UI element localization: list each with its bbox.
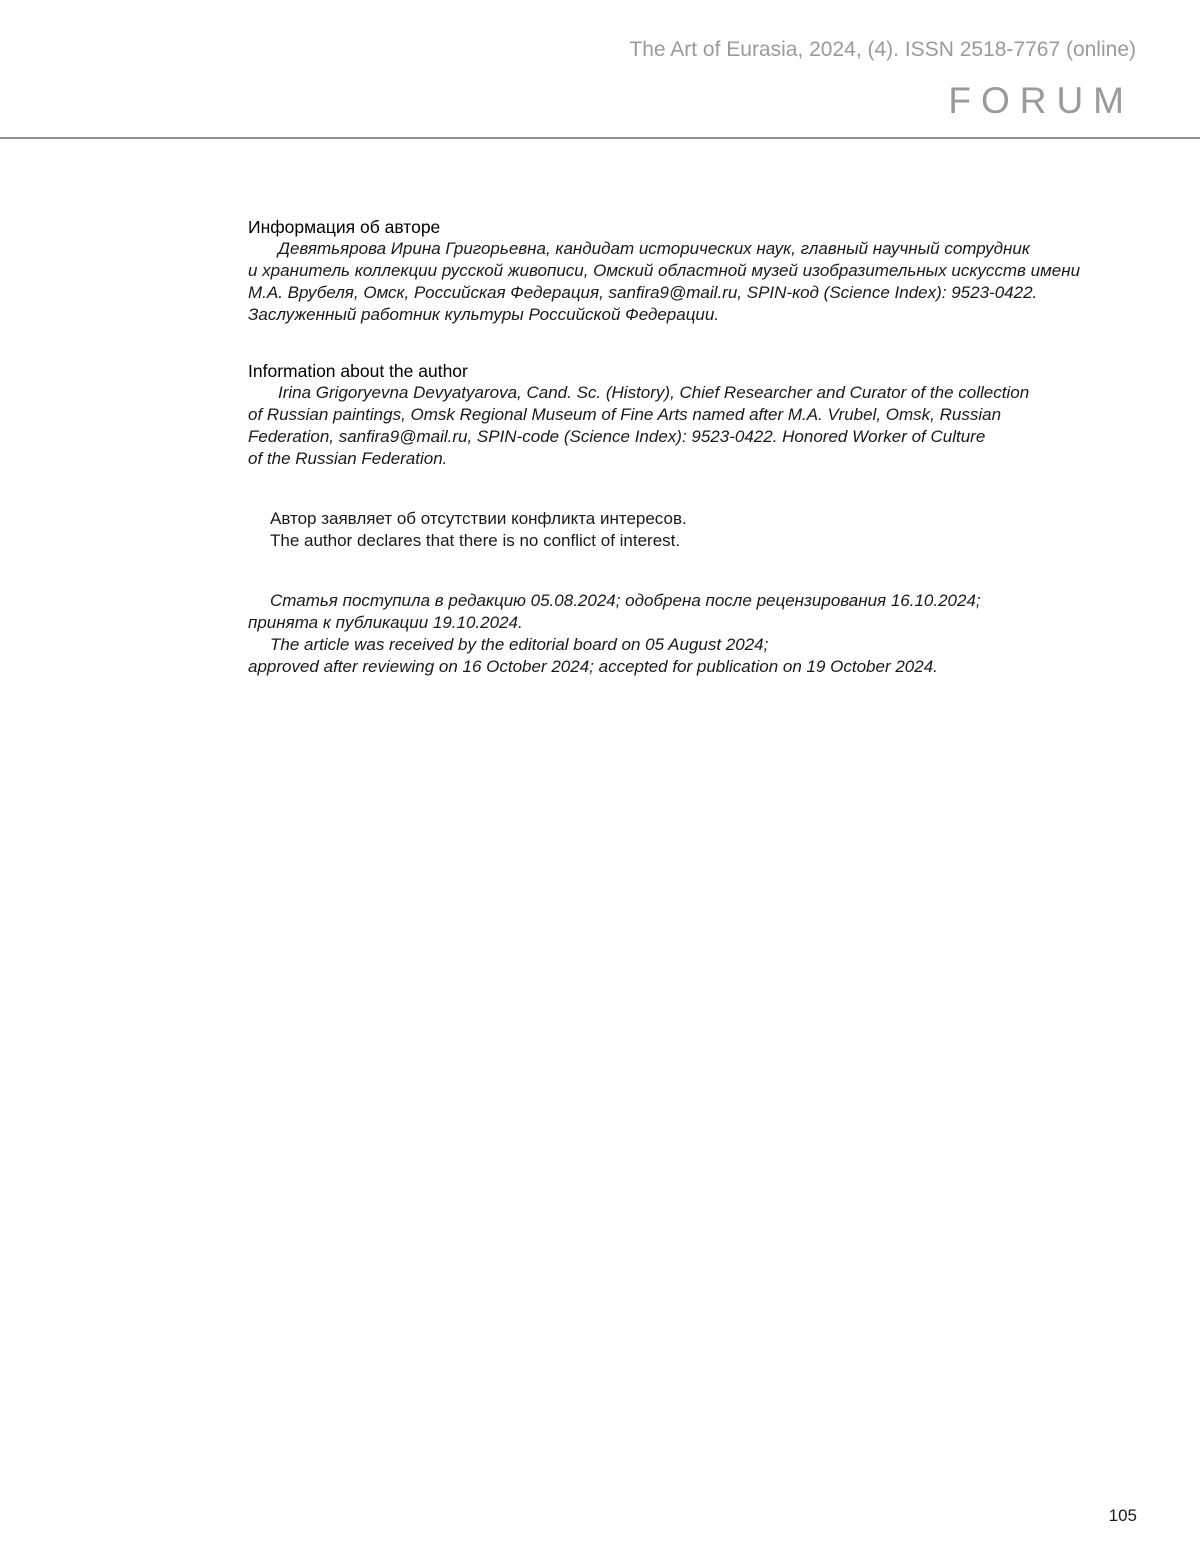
article-dates-ru-line: принята к публикации 19.10.2024. — [248, 613, 523, 632]
author-info-ru-line: и хранитель коллекции русской живописи, Омский областной музей изобразительных искусств имени — [248, 261, 1081, 280]
author-info-en-line: Irina Grigoryevna Devyatyarova, Cand. Sc. (History), Chief Researcher and Curator of the collection — [278, 383, 1030, 402]
conflict-statement-en: The author declares that there is no conflict of interest. — [270, 531, 681, 550]
author-info-ru-line: Девятьярова Ирина Григорьевна, кандидат исторических наук, главный научный сотрудник — [278, 239, 1030, 258]
article-dates — [248, 590, 1138, 678]
author-info-ru — [248, 216, 1138, 326]
page-number: 105 — [1108, 1506, 1137, 1525]
author-info-ru-line: М.А. Врубеля, Омск, Российская Федерация, sanfira9@mail.ru, SPIN-код (Science Index): 9523-0422. — [248, 283, 1038, 302]
article-dates-ru-line: Статья поступила в редакцию 05.08.2024; одобрена после рецензирования 16.10.2024; — [270, 591, 981, 610]
author-info-en-line: Federation, sanfira9@mail.ru, SPIN-code (Science Index): 9523-0422. Honored Worker of Culture — [248, 427, 986, 446]
author-info-en-line: of Russian paintings, Omsk Regional Museum of Fine Arts named after M.A. Vrubel, Omsk, Russian — [248, 405, 1002, 424]
author-info-en-heading: Information about the author — [248, 361, 468, 381]
author-info-en-line: of the Russian Federation. — [248, 449, 448, 468]
article-dates-en-line: approved after reviewing on 16 October 2024; accepted for publication on 19 October 2024. — [248, 657, 938, 676]
conflict-statement — [248, 508, 1138, 552]
article-dates-en-line: The article was received by the editorial board on 05 August 2024; — [270, 635, 769, 654]
author-info-en-text — [248, 382, 1138, 470]
section-title: FORUM — [948, 80, 1134, 121]
author-info-ru-heading: Информация об авторе — [248, 217, 441, 237]
article-back-matter — [248, 216, 1138, 678]
conflict-statement-ru: Автор заявляет об отсутствии конфликта интересов. — [270, 509, 687, 528]
author-info-en — [248, 360, 1138, 470]
author-info-ru-text — [248, 238, 1138, 326]
header-divider — [0, 137, 1200, 139]
journal-citation: The Art of Eurasia, 2024, (4). ISSN 2518-7767 (online) — [629, 38, 1136, 61]
author-info-ru-line: Заслуженный работник культуры Российской Федерации. — [248, 305, 720, 324]
